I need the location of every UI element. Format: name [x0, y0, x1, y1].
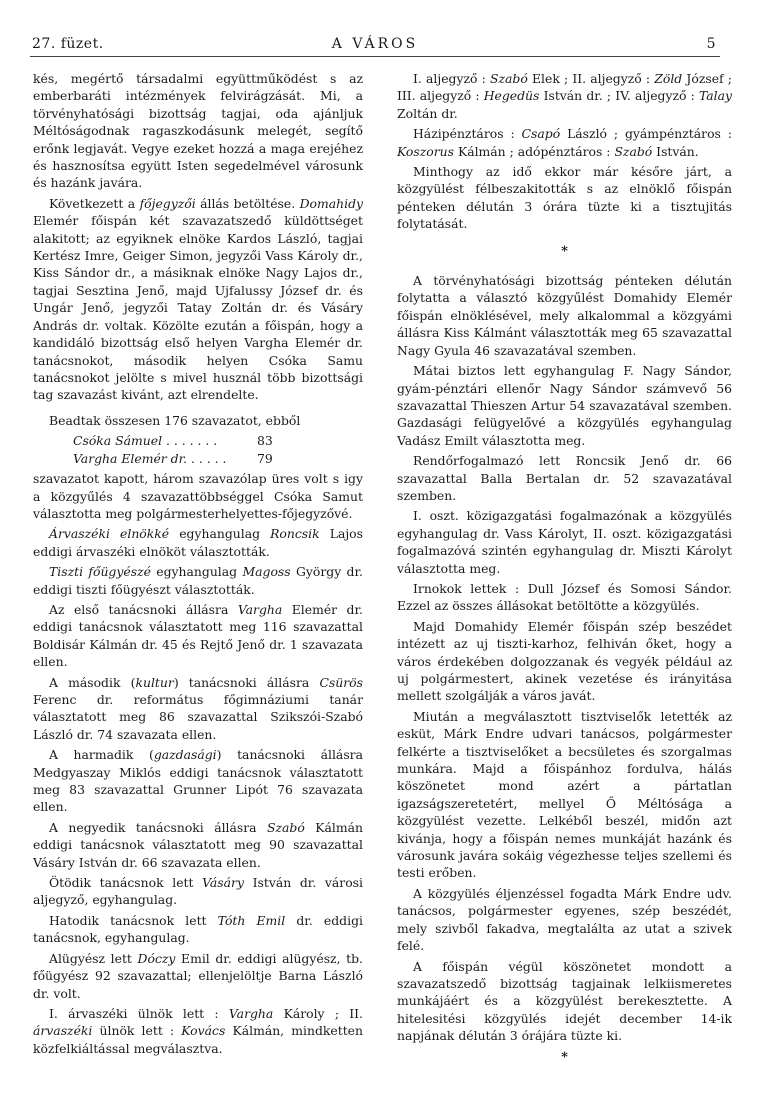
journal-title: A VÁROS — [331, 36, 419, 52]
left-column — [33, 70, 363, 1060]
paragraph: Ötödik tanácsnok lett Vásáry István dr. városi aljegyző, egyhangulag. — [33, 875, 363, 908]
page-header — [30, 34, 720, 57]
page-number: 5 — [706, 36, 716, 52]
paragraph: Miután a megválasztott tisztviselők letették az esküt, Márk Endre udvari tanácsos, polgármester felkérte a tisztviselőket a becsületes és szorgalmas munkára. Majd a főispánhoz fordulva, hálás köszönetet mond azért a pártatlan igazságszeretetért, mellyel Ő Méltósága a közgyülést vezette. Lelkéből beszél, midőn azt kivánja, hogy a főispán nemes munkáját hazánk és városunk javára sokáig végezhesse teljes szellemi és testi erőben. — [397, 708, 732, 881]
paragraph: A harmadik (gazdasági) tanácsnoki állásra Medgyaszay Miklós eddigi tanácsnok választatott meg 83 szavazattal Grunner Lipót 76 szavazata ellen. — [33, 747, 363, 815]
paragraph: I. árvaszéki ülnök lett : Vargha Károly ; II. árvaszéki ülnök lett : Kovács Kálmán, mindketten közfelkiáltással megválasztva. — [33, 1005, 363, 1056]
paragraph: Beadtak összesen 176 szavazatot, ebből — [49, 412, 301, 428]
paragraph: A közgyülés éljenzéssel fogadta Márk Endre udv. tanácsos, polgármester egyenes, szép beszédét, mely szivből fakadva, megtalálta az utat a szivek felé. — [397, 885, 732, 954]
paragraph: A második (kultur) tanácsnoki állásra Csürös Ferenc dr. református főgimnáziumi tanár választatott meg 86 szavazattal Szikszói-Szabó László dr. 74 szavazata ellen. — [33, 674, 363, 742]
paragraph: Az első tanácsnoki állásra Vargha Elemér dr. eddigi tanácsnok választatott meg 116 szavazattal Boldisár Kálmán dr. 45 és Rejtő Jenő dr. 1 szavazata ellen. — [33, 601, 363, 670]
vote-count: 83 — [257, 433, 273, 449]
paragraph: Alügyész lett Dóczy Emil dr. eddigi alügyész, tb. főügyész 92 szavazattal; ellenjelöltje Barna László dr. volt. — [33, 950, 363, 1001]
vote-count: 79 — [257, 451, 273, 467]
vote-results — [33, 432, 363, 468]
paragraph: A negyedik tanácsnoki állásra Szabó Kálmán eddigi tanácsnok választatott meg 90 szavazattal Vásáry István dr. 66 szavazata ellen. — [33, 819, 363, 870]
paragraph: Következett a főjegyzői állás betöltése. Domahidy Elemér főispán két szavazatszedő küldöttséget alakitott; az egyiknek elnöke Kardos László, tagjai Kertész Imre, Geiger Simon, jegyzői Vass Károly dr., Kiss Sándor dr., a másiknak elnöke Nagy Lajos dr., tagjai Sesztina Jenő, majd Ujfalussy József dr. és Ungár Jenő, jegyzői Tatay Zoltán dr. és Vásáry András dr. voltak. Közölte ezután a főispán, hogy a kandidáló bizottság első helyen Vargha Elemér dr. tanácsnokot, második helyen Csóka Samu tanácsnokot jelölte s mivel husznál több bizottsági tag szavazást kivánt, azt elrendelte. — [33, 195, 364, 403]
paragraph: A főispán végül köszönetet mondott a szavazatszedő bizottság tagjainak lelkiismeretes munkájáért és a közgyülést berekesztette. A hitelesitési közgyülés idejét december 14-ik napjának délután 3 órájára tüzte ki. — [397, 958, 732, 1044]
paragraph: Árvaszéki elnökké egyhangulag Roncsik Lajos eddigi árvaszéki elnököt választották. — [33, 526, 363, 559]
candidate-name: Csóka Sámuel . . . . . . . — [73, 433, 218, 449]
paragraph: I. oszt. közigazgatási fogalmazónak a közgyülés egyhangulag dr. Vass Károlyt, II. oszt. közigazgatási fogalmazóvá szintén egyhangulag dr. Miszti Károlyt választotta meg. — [397, 508, 732, 576]
issue-number: 27. füzet. — [32, 36, 104, 52]
paragraph: kés, megértő társadalmi együttműködést s az emberbaráti intézmények felvirágzását. Mi, a törvényhatósági bizottság tagjai, oda ajánljuk Méltóságodnak ragaszkodásunk melegét, segítő erőnk legjavát. Vegye ezeket hozzá a maga erejéhez és hasznosítsa együtt Isten segedelmével városunk és hazánk javára. — [33, 71, 363, 191]
paragraph: Tiszti főügyészé egyhangulag Magoss György dr. eddigi tiszti főügyészt választották. — [33, 564, 363, 597]
right-column — [397, 70, 732, 1078]
paragraph: Mátai biztos lett egyhangulag F. Nagy Sándor, gyám-pénztári ellenőr Nagy Sándor számvevő 56 szavazattal Thieszen Artur 54 szavazatával szemben. Gazdasági felügyelővé a közgyülés egyhangulag Vadász Emilt választotta meg. — [397, 363, 732, 448]
candidate-name: Vargha Elemér dr. . . . . . — [73, 451, 227, 467]
paragraph: Majd Domahidy Elemér főispán szép beszédet intézett az uj tiszti-karhoz, felhiván őket, hogy a város érdekében dolgozzanak és vegyék például az uj polgármestert, akinek vezetése és irányitása mellett szolgálják a város javát. — [397, 618, 732, 704]
end-separator: * — [561, 1049, 568, 1065]
paragraph: Rendőrfogalmazó lett Roncsik Jenő dr. 66 szavazattal Balla Bertalan dr. 52 szavazatával szemben. — [397, 453, 732, 503]
vote-row — [33, 450, 363, 468]
section-separator: * — [561, 243, 568, 259]
paragraph: A törvényhatósági bizottság pénteken délután folytatta a választó közgyűlést Domahidy Elemér főispán elnöklésével, mely alkalommal a közgyámi állásra Kiss Kálmánt választották meg 65 szavazattal Nagy Gyula 46 szavazatával szemben. — [397, 273, 732, 358]
vote-row — [33, 432, 363, 450]
paragraph: Minthogy az idő ekkor már későre járt, a közgyülést félbeszakitották s az elnöklő főispán pénteken délután 3 órára tüzte ki a tisztujitás folytatását. — [397, 164, 732, 232]
paragraph: I. aljegyző : Szabó Elek ; II. aljegyző : Zöld József ; III. aljegyző : Hegedüs István dr. ; IV. aljegyző : Talay Zoltán dr. — [397, 71, 732, 121]
paragraph: Irnokok lettek : Dull József és Somosi Sándor. Ezzel az összes állásokat betöltötte a közgyülés. — [397, 580, 732, 614]
paragraph: szavazatot kapott, három szavazólap üres volt s igy a közgyűlés 4 szavazattöbbséggel Csóka Samut választotta meg polgármesterhelyettes-főjegyzővé. — [33, 471, 363, 521]
paragraph: Hatodik tanácsnok lett Tóth Emil dr. eddigi tanácsnok, egyhangulag. — [33, 912, 363, 946]
paragraph: Házipénztáros : Csapó László ; gyámpénztáros : Koszorus Kálmán ; adópénztáros : Szabó István. — [397, 126, 732, 159]
